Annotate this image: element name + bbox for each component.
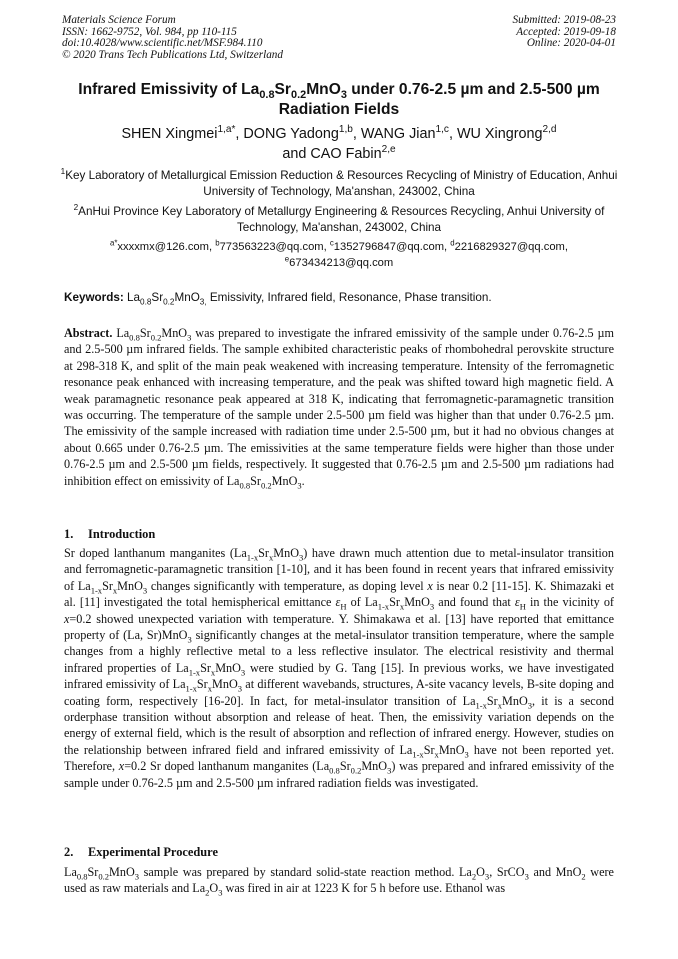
journal-doi: doi:10.4028/www.scientific.net/MSF.984.110	[62, 37, 263, 50]
paper-title: Infrared Emissivity of $La_{0.8}Sr_{0.2}MnO_3$ under 0.76-2.5 µm and 2.5-500 µm Radiation Fields	[78, 81, 600, 118]
date-accepted: Accepted: 2019-09-18	[516, 25, 616, 38]
author-list: SHEN Xingmei$^{1,a*}$, DONG Yadong$^{1,b}$, WANG Jian$^{1,c}$, WU Xingrong$^{2,d}$ and CAO Fabin$^{2,e}$	[121, 124, 557, 162]
section-heading-experimental: 2. Experimental Procedure	[64, 845, 218, 859]
journal-copyright: © 2020 Trans Tech Publications Ltd, Switzerland	[62, 48, 283, 61]
email-link[interactable]: 773563223@qq.com	[219, 241, 324, 253]
dates-header	[513, 15, 616, 50]
journal-header	[62, 15, 283, 61]
author: DONG Yadong	[243, 126, 339, 142]
keywords-label: Keywords:	[64, 291, 124, 304]
email-link[interactable]: 1352796847@qq.com	[333, 241, 445, 253]
date-submitted: Submitted: 2019-08-23	[512, 14, 616, 26]
author: WU Xingrong	[456, 126, 543, 142]
abstract: Abstract. $La_{0.8}Sr_{0.2}MnO_3$ was prepared to investigate the infrared emissivity of the sample under 0.76-2.5 µm and 2.5-500 µm infrared fields. The sample exhibited characteristic peaks of rhombohedral perovskite structure at 298-318 K, and split of the main peak weakened with increasing temperature. Intensity of the ferromagnetic resonance peak enhanced with increasing temperature, and the peak was shifted toward high magnetic field. A weak paramagnetic resonance peak appeared at 318 K, indicating that ferromagnetic-paramagnetic transition was occurring. The temperature of the sample under 2.5-500 µm field was higher than that under 0.76-2.5 µm. The emissivity of the sample increased with radiation time under 2.5-500 µm, but it had no obvious changes at about 0.665 under 0.76-2.5 µm. The emissivities at the same temperature fields were higher than those under 0.76-2.5 µm and 2.5-500 µm fields, respectively. It suggested that 0.76-2.5 µm and 2.5-500 µm radiations had inhibition effect on emissivity of $La_{0.8}Sr_{0.2}MnO_3$.	[64, 326, 614, 491]
author-emails: $^{a*}$xxxxmx@126.com, $^b$773563223@qq.com, $^c$1352796847@qq.com, $^d$2216829327@qq.com, $^e$673434213@qq.com	[110, 238, 568, 269]
author: CAO Fabin	[310, 145, 382, 162]
abstract-label: Abstract.	[64, 326, 113, 340]
section-heading-introduction: 1. Introduction	[64, 527, 156, 541]
experimental-text: $La_{0.8}Sr_{0.2}MnO_3$ sample was prepared by standard solid-state reaction method. $La_2O_3$, SrCO$_3$ and MnO$_2$ were used as raw materials and $La_2O_3$ was fired in air at 1223 K for 5 h before use. Ethanol was	[64, 865, 614, 898]
affiliation-2: $^2$AnHui Province Key Laboratory of Metallurgy Engineering & Resources Recycling, Anhui University of Technology, Ma'anshan, 243002, China	[73, 203, 605, 234]
author: WANG Jian	[360, 126, 436, 142]
keywords: Keywords: $La_{0.8}Sr_{0.2}MnO_{3,}$ Emissivity, Infrared field, Resonance, Phase transition.	[64, 291, 492, 307]
journal-issn: ISSN: 1662-9752, Vol. 984, pp 110-115	[62, 25, 237, 38]
author: SHEN Xingmei	[121, 126, 218, 142]
email-link[interactable]: 2216829327@qq.com	[454, 241, 565, 253]
affiliation-1: $^1$Key Laboratory of Metallurgical Emission Reduction & Resources Recycling of Ministry of Education, Anhui University of Technology, Ma'anshan, 243002, China	[60, 167, 618, 198]
email-link[interactable]: 673434213@qq.com	[289, 256, 394, 269]
introduction-text: Sr doped lanthanum manganites $(La_{1-x}Sr_xMnO_3)$ have drawn much attention due to metal-insulator transition and ferromagnetic-paramagnetic transition [1-10], and it has been found in recent years that infrared emissivity of $La_{1-x}Sr_xMnO_3$ changes significantly with temperature, as doping level x is near 0.2 [11-15]. K. Shimazaki et al. [11] investigated the total hemispherical emittance $\varepsilon_H$ of $La_{1-x}Sr_xMnO_3$ and found that $\varepsilon_H$ in the vicinity of x=0.2 showed unexpected variation with temperature. Y. Shimakawa et al. [13] have reported that emittance property of (La, Sr)MnO$_3$ significantly changes at the metal-insulator transition temperature, where the sample changes from a highly reflective metal to a less reflective insulator. The electrical resistivity and thermal infrared properties of $La_{1-x}Sr_xMnO_3$ were studied by G. Tang [15]. In previous works, we have investigated infrared emissivity of $La_{1-x}Sr_xMnO_3$ at different wavebands, structures, A-site vacancy levels, B-site doping and coating form, respectively [16-20]. In fact, for metal-insulator transition of $La_{1-x}Sr_xMnO_3$, it is a second orderphase transition without absorption and release of heat. Then, the emissivity variation depends on the energy of external field, which is the result of absorption and reflection of infrared energy. However, studies on the relationship between infrared field and infrared emissivity of $La_{1-x}Sr_xMnO_3$ have not been reported yet. Therefore, x=0.2 Sr doped lanthanum manganites $(La_{0.8}Sr_{0.2}MnO_3)$ was prepared and infrared emissivity of the sample under 0.76-2.5 µm and 2.5-500 µm infrared radiation fields was investigated.	[64, 546, 615, 790]
journal-name: Materials Science Forum	[62, 14, 176, 26]
email-link[interactable]: xxxxmx@126.com	[117, 241, 209, 253]
date-online: Online: 2020-04-01	[526, 37, 616, 50]
